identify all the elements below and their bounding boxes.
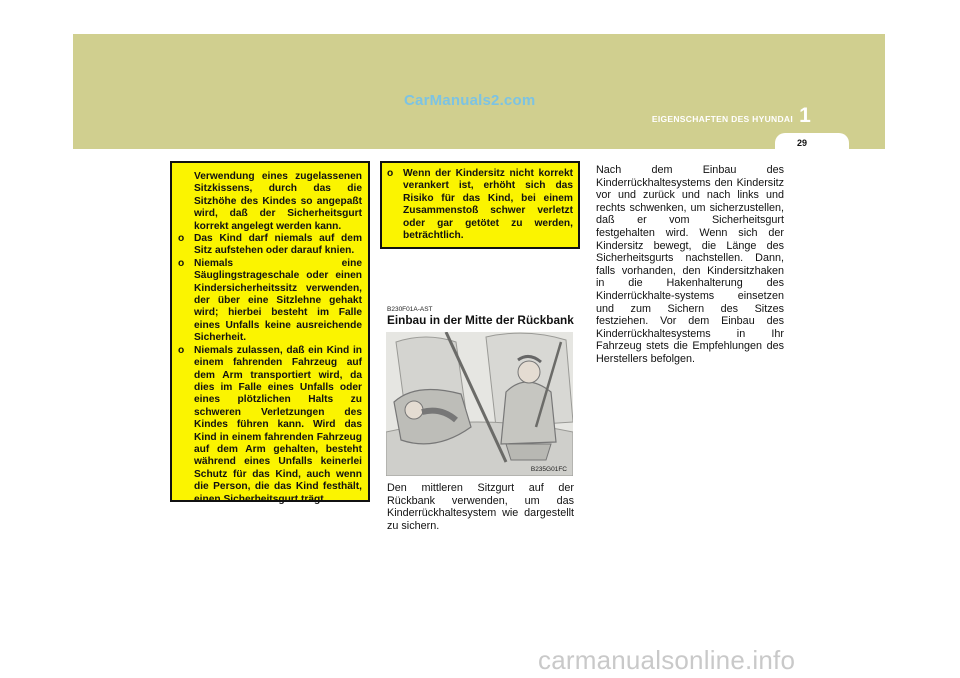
chapter-number: 1 [799, 104, 811, 127]
section-heading: Einbau in der Mitte der Rückbank [387, 313, 574, 327]
warning-bullet [178, 345, 362, 506]
warning-box-middle [380, 161, 580, 249]
section-body: Den mittleren Sitzgurt auf der Rückbank verwenden, um das Kinderrückhaltesystem wie dargestellt zu sichern. [387, 482, 574, 532]
bullet-text: Das Kind darf niemals auf dem Sitz aufstehen oder darauf knien. [194, 233, 362, 257]
warning-intro: Verwendung eines zugelassenen Sitzkissens, durch das die Sitzhöhe des Kindes so angepaßt wird, daß der Sicherheitsgurt korrekt angelegt werden kann. [194, 171, 362, 232]
figure-label: B235G01FC [530, 466, 567, 473]
site-link[interactable]: CarManuals2.com [404, 92, 536, 109]
bullet-text: Wenn der Kindersitz nicht korrekt verankert ist, erhöht sich das Risiko für das Kind, bei einem Zusammenstoß schwer verletzt oder gar getötet zu werden, beträchtlich. [403, 168, 573, 242]
warning-bullet [178, 233, 362, 258]
bullet-text: Niemals eine Säuglingstrageschale oder einen Kindersicherheitssitz verwenden, der über eine Sitzlehne gehakt wird; hierbei besteht im Falle eines Unfalls keine ausreichende Sicherheit. [194, 257, 362, 344]
bullet-text: Niemals zulassen, daß ein Kind in einem fahrenden Fahrzeug auf dem Arm transportiert wird, da dies im Falle eines Unfalls oder eines plötzlichen Halts zu schweren Verletzungen des Kindes führen kann. Wird das Kind in einem fahrenden Fahrzeug auf dem Arm gehalten, besteht während eines Unfalls keinerlei Schutz für das Kind, auch wenn die Person, die das Kind festhält, einen Sicherheitsgurt trägt. [194, 344, 362, 505]
footer-watermark: carmanualsonline.info [538, 645, 796, 675]
page-number: 29 [796, 138, 807, 148]
child-seat-illustration [386, 332, 573, 476]
bullet-marker: o [178, 257, 185, 269]
right-column-body: Nach dem Einbau des Kinderrückhaltesystems den Kindersitz vor und zurück und nach links und rechts schwenken, um sicherzustellen, daß er vom Sicherheitsgurt festgehalten wird. Wenn sich der Kindersitz bewegt, die Länge des Sicherheitsgurts nachstellen. Dann, falls vorhanden, den Kindersitzhaken in die Hakenhalterung des Kinderrückhalte-systems einsetzen und zum Sichern des Sitzes festziehen. Vor dem Einbau des Kinderrückhaltesystems in Ihr Fahrzeug stets die Empfehlungen des Herstellers befolgen. [596, 164, 784, 365]
bullet-marker: o [178, 233, 185, 245]
section-code: B230F01A-AST [387, 306, 433, 313]
bullet-marker: o [387, 168, 394, 179]
warning-box-left [170, 161, 370, 505]
warning-bullet [387, 168, 573, 242]
illustration-drawing [386, 332, 573, 476]
section-title: EIGENSCHAFTEN DES HYUNDAI [651, 114, 793, 124]
warning-bullet [178, 258, 362, 345]
bullet-marker: o [178, 344, 185, 356]
